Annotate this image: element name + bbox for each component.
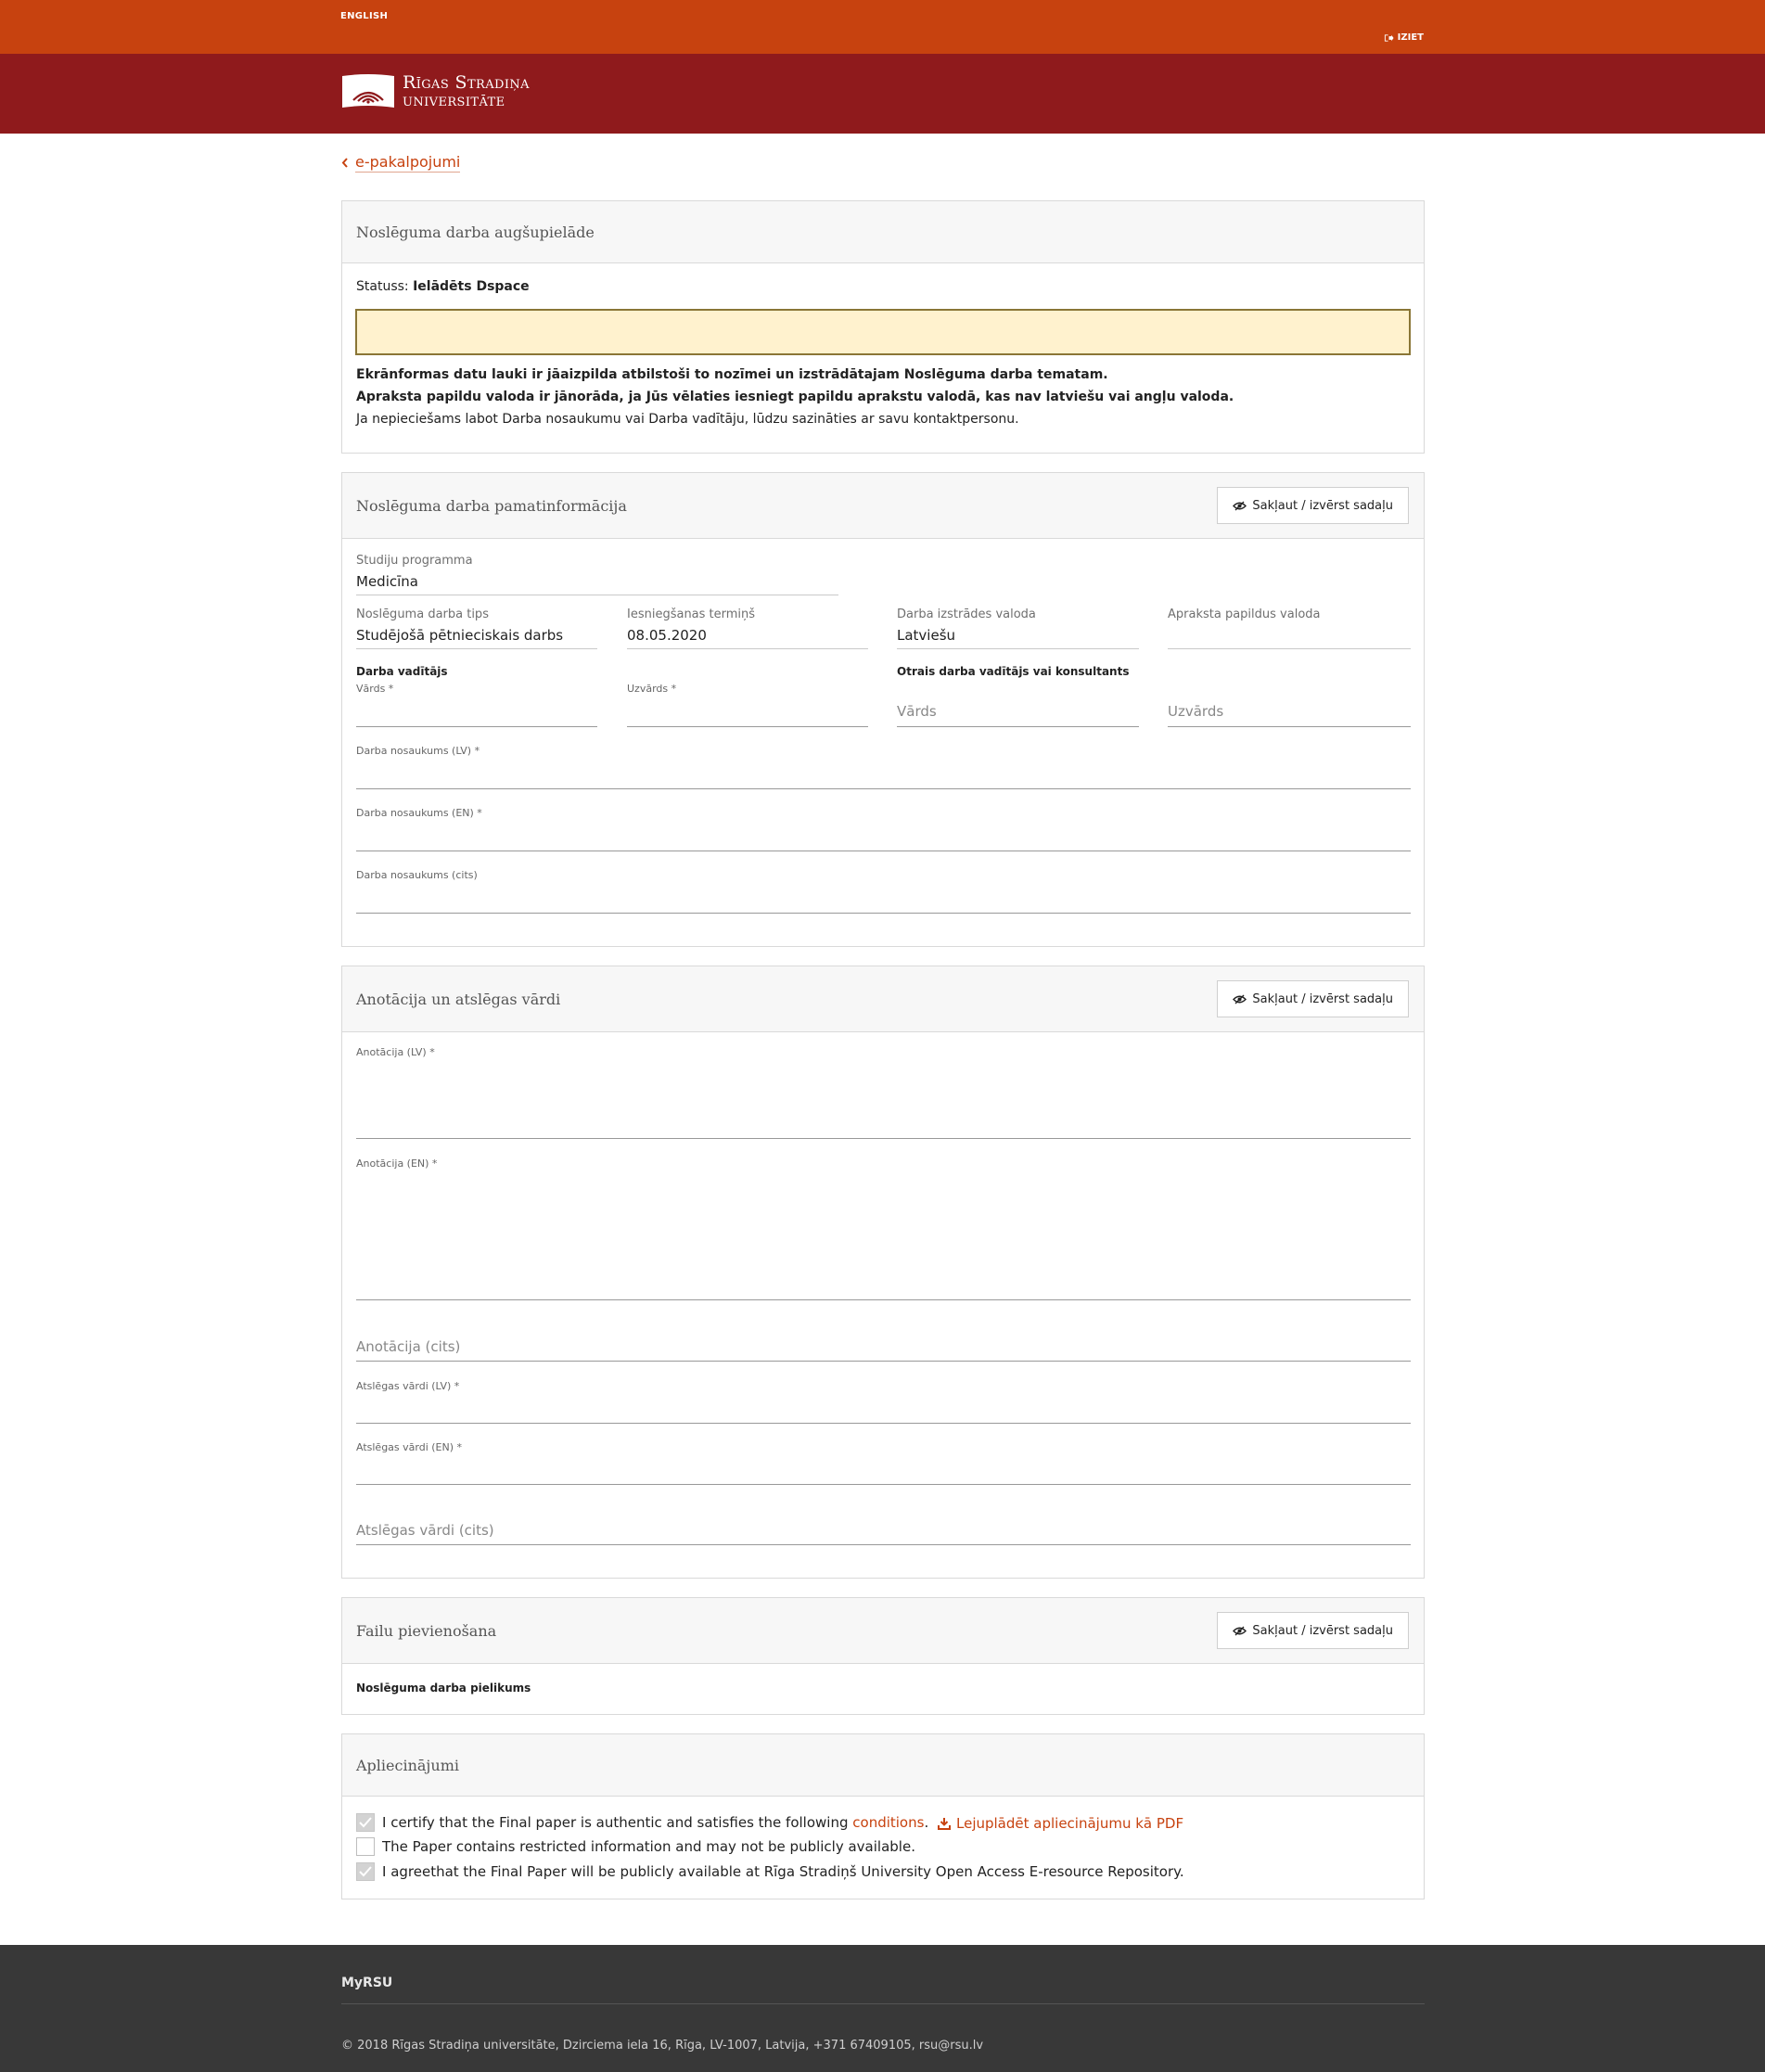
certify-authentic-text-label: I certify that the Final paper is authentic and satisfies the following	[382, 1814, 849, 1831]
title-lv-field[interactable]	[356, 788, 1411, 789]
note-contact-person: Ja nepieciešams labot Darba nosaukumu vai Darba vadītāju, lūdzu sazināties ar savu kontaktpersonu.	[356, 412, 1019, 427]
upload-panel	[341, 200, 1425, 454]
annotation-lv-textarea[interactable]	[356, 1138, 1411, 1139]
open-access-checkbox[interactable]	[356, 1862, 375, 1881]
program-value: Medicīna	[356, 573, 418, 590]
second-supervisor-name-underline	[897, 726, 1139, 727]
certify-authentic-text-end: .	[924, 1814, 929, 1831]
basic-info-panel-header	[342, 473, 1424, 539]
program-label: Studiju programma	[356, 554, 473, 568]
eye-slash-icon	[1233, 1626, 1247, 1636]
work-language-value: Latviešu	[897, 627, 956, 644]
site-header	[0, 54, 1765, 134]
keywords-en-field[interactable]	[356, 1484, 1411, 1485]
footer-copyright: © 2018 Rīgas Stradiņa universitāte, Dzirciema iela 16, Rīga, LV-1007, Latvija, +371 67409105, rsu@rsu.lv	[341, 2039, 984, 2053]
check-icon	[359, 1817, 372, 1828]
basic-info-panel-title: Noslēguma darba pamatinformācija	[356, 496, 627, 515]
logout-button[interactable]	[1384, 32, 1424, 43]
title-en-label: Darba nosaukums (EN) *	[356, 807, 482, 819]
basic-info-panel	[341, 472, 1425, 947]
chevron-left-icon	[341, 158, 348, 168]
files-panel	[341, 1597, 1425, 1715]
toggle-section-label: Sakļaut / izvērst sadaļu	[1252, 1623, 1393, 1638]
toggle-section-button[interactable]	[1217, 980, 1409, 1017]
title-other-label: Darba nosaukums (cits)	[356, 869, 478, 881]
certifications-panel	[341, 1733, 1425, 1899]
status-line	[356, 279, 530, 294]
keywords-other-input[interactable]: Atslēgas vārdi (cits)	[356, 1522, 494, 1539]
keywords-lv-label: Atslēgas vārdi (LV) *	[356, 1380, 460, 1392]
work-language-label: Darba izstrādes valoda	[897, 608, 1036, 621]
keywords-lv-field[interactable]	[356, 1423, 1411, 1424]
eye-slash-icon	[1233, 994, 1247, 1004]
logo-line-1: Rīgas Stradiņa	[403, 72, 530, 93]
annotation-panel-header	[342, 966, 1424, 1032]
status-label: Statuss:	[356, 279, 409, 294]
supervisor-name-field[interactable]	[356, 726, 597, 727]
certifications-panel-title: Apliecinājumi	[356, 1756, 459, 1774]
supervisor-heading: Darba vadītājs	[356, 665, 448, 678]
keywords-other-underline	[356, 1544, 1411, 1545]
supervisor-surname-label: Uzvārds *	[627, 683, 677, 695]
upload-panel-title: Noslēguma darba augšupielāde	[356, 223, 595, 241]
second-supervisor-heading: Otrais darba vadītājs vai konsultants	[897, 665, 1130, 678]
check-icon	[359, 1866, 372, 1877]
open-access-text: I agreethat the Final Paper will be publicly available at Rīga Stradiņš University Open Access E-resource Repository.	[382, 1863, 1184, 1880]
certify-authentic-checkbox[interactable]	[356, 1813, 375, 1832]
download-pdf-label: Lejuplādēt apliecinājumu kā PDF	[956, 1815, 1184, 1832]
second-supervisor-surname-underline	[1168, 726, 1411, 727]
rsu-emblem-icon	[341, 72, 395, 111]
type-value: Studējošā pētnieciskais darbs	[356, 627, 564, 644]
work-language-underline	[897, 648, 1139, 649]
annotation-panel-title: Anotācija un atslēgas vārdi	[356, 990, 561, 1008]
keywords-en-label: Atslēgas vārdi (EN) *	[356, 1441, 463, 1453]
type-label: Noslēguma darba tips	[356, 608, 489, 621]
language-switch-link[interactable]: ENGLISH	[340, 11, 389, 21]
upload-panel-header	[342, 201, 1424, 263]
deadline-underline	[627, 648, 868, 649]
toggle-section-button[interactable]	[1217, 487, 1409, 524]
sign-out-icon	[1384, 33, 1394, 43]
certifications-panel-header	[342, 1734, 1424, 1797]
note-extra-language: Apraksta papildu valoda ir jānorāda, ja Jūs vēlaties iesniegt papildu aprakstu valodā, kas nav latviešu vai angļu valoda.	[356, 390, 1234, 404]
extra-language-select[interactable]	[1168, 648, 1411, 649]
footer-divider	[341, 2003, 1425, 2004]
annotation-lv-label: Anotācija (LV) *	[356, 1046, 435, 1058]
title-lv-label: Darba nosaukums (LV) *	[356, 745, 480, 757]
supervisor-surname-field[interactable]	[627, 726, 868, 727]
title-other-field[interactable]	[356, 913, 1411, 914]
university-logo[interactable]	[341, 72, 530, 111]
back-link[interactable]	[341, 153, 460, 173]
supervisor-name-label: Vārds *	[356, 683, 394, 695]
deadline-label: Iesniegšanas termiņš	[627, 608, 756, 621]
extra-language-label: Apraksta papildus valoda	[1168, 608, 1321, 621]
status-value: Ielādēts Dspace	[413, 279, 530, 294]
open-access-row	[356, 1862, 1184, 1881]
second-supervisor-surname-input[interactable]: Uzvārds	[1168, 703, 1224, 720]
deadline-value: 08.05.2020	[627, 627, 707, 644]
attachment-label: Noslēguma darba pielikums	[356, 1682, 531, 1695]
type-underline	[356, 648, 597, 649]
footer-title: MyRSU	[341, 1976, 393, 1990]
restricted-info-checkbox[interactable]	[356, 1837, 375, 1856]
annotation-other-underline	[356, 1361, 1411, 1362]
alert-box	[355, 309, 1411, 355]
logo-wordmark	[403, 74, 530, 109]
annotation-en-textarea[interactable]	[356, 1299, 1411, 1300]
top-bar	[0, 0, 1765, 54]
download-pdf-link[interactable]	[938, 1815, 1183, 1832]
eye-slash-icon	[1233, 501, 1247, 511]
annotation-panel	[341, 966, 1425, 1579]
second-supervisor-name-input[interactable]: Vārds	[897, 703, 937, 720]
toggle-section-label: Sakļaut / izvērst sadaļu	[1252, 991, 1393, 1006]
download-icon	[938, 1817, 951, 1830]
restricted-info-text: The Paper contains restricted information and may not be publicly available.	[382, 1838, 915, 1855]
certify-authentic-row	[356, 1813, 928, 1832]
annotation-en-label: Anotācija (EN) *	[356, 1158, 438, 1170]
conditions-link[interactable]: conditions	[852, 1814, 925, 1831]
back-link-label: e-pakalpojumi	[355, 153, 461, 171]
restricted-info-row	[356, 1837, 915, 1856]
site-footer	[0, 1945, 1765, 2072]
logo-line-2: universitāte	[403, 90, 505, 110]
files-panel-header	[342, 1598, 1424, 1664]
logout-label: IZIET	[1397, 32, 1424, 43]
toggle-section-button[interactable]	[1217, 1612, 1409, 1649]
files-panel-title: Failu pievienošana	[356, 1621, 497, 1640]
toggle-section-label: Sakļaut / izvērst sadaļu	[1252, 498, 1393, 513]
note-required-fields: Ekrānformas datu lauki ir jāaizpilda atbilstoši to nozīmei un izstrādātajam Noslēguma darba tematam.	[356, 367, 1108, 382]
annotation-other-input[interactable]: Anotācija (cits)	[356, 1338, 461, 1355]
certify-authentic-text	[382, 1814, 928, 1831]
